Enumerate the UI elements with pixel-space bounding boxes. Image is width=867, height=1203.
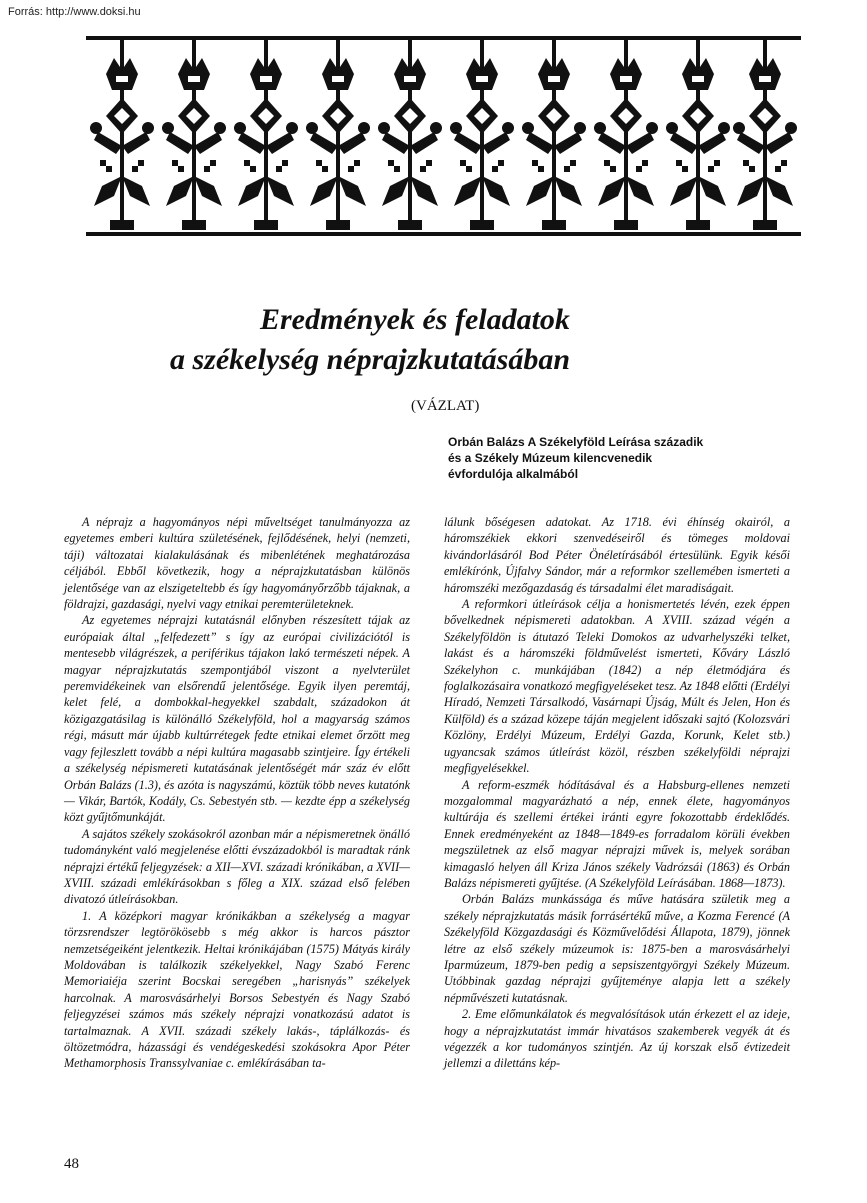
page-number: 48 [64, 1156, 79, 1172]
dedication-line-3: évfordulója alkalmából [448, 467, 579, 481]
paragraph: A reform-eszmék hódításával és a Habsburg-ellenes nemzeti mozgalommal magyarázható a nép, ennek élete, hagyományos kultúrája és szellemi értékei iránti egyre fokozottabb érdeklődés. Ennek eredményeként az 1848—1849-es forradalom körüli években megszületnek az első magyar néprajzi művek is, melyek sorában kimagasló helyen áll Kriza János székely Vadrózsái (1863) és Orbán Balázs népismereti gyűjtése. (A Székelyföld Leírásában. 1868—1873). [444, 777, 790, 890]
paragraph: 2. Eme előmunkálatok és megvalósítások után érkezett el az ideje, hogy a néprajzkutatást immár hivatásos szakemberek vegyék át és végezzék a kor tudományos szintjén. Az új korszak első évtizedeit jellemzi a dilettáns kép- [444, 1007, 790, 1071]
folk-embroidery-banner [86, 36, 801, 236]
source-note: Forrás: http://www.doksi.hu [8, 6, 141, 18]
title-line-1: Eredmények és feladatok [260, 303, 570, 336]
paragraph: A néprajz a hagyományos népi műveltséget tanulmányozza az egyetemes emberi kultúra születésének, fejlődésének, helyi (nemzeti, táji) változatai kialakulásának és mibenlétének meghatározása céljából. Ebből következik, hogy a néprajzkutatásban különös jelentősége van az elszigeteltebb és így hagyományőrzőbb tájaknak, a földrajzi, gazdasági, nyelvi vagy etnikai peremterületeknek. [64, 515, 410, 612]
paragraph: Orbán Balázs munkássága és műve hatására születik meg a székely néprajzkutatás másik forrásértékű műve, a Kozma Ferencé (A Székelyföld Közgazdasági és Közművelődési Állapota, 1879), jönnek létre az első székely múzeumok is: 1875-ben a marosvásárhelyi Iparmúzeum, 1879-ben pedig a sepsiszentgyörgyi Székely Múzeum. Utóbbinak gazdag néprajzi gyűjteménye alapja lett a székely népművészeti kutatásnak. [444, 892, 790, 1005]
right-column [444, 514, 790, 1072]
dedication-line-1: Orbán Balázs A Székelyföld Leírása századik [448, 435, 704, 449]
dedication [448, 434, 768, 482]
paragraph-continuation: lálunk bőségesen adatokat. Az 1718. évi éhínség okairól, a háromszékiek ekkori szenvedéseiről és tömeges moldovai kivándorlásáról Bod Péter Önéletírásából értesülünk. Egyik késői emlékírónk, Újfalvy Sándor, már a reformkor szellemében ismerteti a háromszéki mezőgazdaság és társadalmi élet maradiságait. [444, 515, 790, 595]
left-column [64, 514, 410, 1072]
paragraph: A reformkori útleírások célja a honismertetés lévén, ezek éppen bővelkednek népismereti adatokban. A XVIII. század végén a Székelyföldön is átutazó Teleki Domokos az udvarhelyszéki telket, lakást és a háromszéki földművelést ismerteti, Kőváry László Székelyhon c. munkájában (1842) a nép életmódjára és foglalkozásaira vonatkozó megfigyeléseket tesz. Az 1848 előtti (Erdélyi Híradó, Nemzeti Társalkodó, Vasárnapi Újság, Múlt és Jelen, Hon és Külföld) és a század közepe táján megjelent időszaki sajtó (Kolozsvári Közlöny, Erdélyi Múzeum, Erdélyi Gazda, Korunk, Kelet stb.) ugyancsak számos útleírást közöl, részben székelyföldi néprajzi megfigyelésekkel. [444, 597, 790, 776]
paragraph: A sajátos székely szokásokról azonban már a népismeretnek önálló tudományként való megjelenése előtti évszázadokból is maradtak ránk néprajzi értékű feljegyzések: a XII—XVI. századi krónikában, a XVII—XVIII. századi emlékírásokban s főleg a XIX. század első felében divatozó útleírásokban. [64, 826, 410, 907]
subtitle: (VÁZLAT) [411, 398, 480, 414]
paragraph: 1. A középkori magyar krónikákban a székelység a magyar törzsrendszer legtörökösebb s még akkor is harcos pásztor nemzetségeiként jelentkezik. Heltai krónikájában (1575) Mátyás király Moldovában is találkozik székelyekkel, Nagy Szabó Ferenc Memoriaiéja szerint Bocskai seregében „harisnyás” székelyek harcolnak. A marosvásárhelyi Borsos Sebestyén és Nagy Szabó feljegyzései számos más székely néprajzi vonatkozású adatot is tartalmaznak. A XVII. századi székely lakás-, táplálkozás- és öltözetmódra, házassági és vendégeskedési szokásokra Apor Péter Methamorphosis Transsylvaniae c. emlékírásában ta- [64, 908, 410, 1071]
title-line-2: a székelység néprajzkutatásában [170, 343, 571, 376]
dedication-line-2: és a Székely Múzeum kilencvenedik [448, 451, 653, 465]
paragraph: Az egyetemes néprajzi kutatásnál előnyben részesített tájak az európaiak által „felfedezett” s így az európai civilizációtól is mentesebb világrészek, a periférikus tájakon lakó természeti népek. A magyar néprajzkutatás szempontjából viszont a nyelvterület peremvidékeinek van elsőrendű jelentősége. Egyik ilyen peremtáj, kelet felé, a dombokkal-hegyekkel szabdalt, századokon át közigazgatásilag is különálló Székelyföld, hol a magyarság számos régi, másutt már újabb kultúrrétegek fedte etnikai elemet őrzött meg vagy fejleszlett tovább a népi kultúra magasabb szintjeire. Így értékeli a székelység népismereti kutatásának jelentőségét már száz év előtt Orbán Balázs (1.3), és azóta is nagyszámú, köztük több neves kutatónk — Vikár, Bartók, Kodály, Cs. Sebestyén stb. — kezdte épp a székelység közt gyűjtőmunkáját. [64, 613, 410, 825]
